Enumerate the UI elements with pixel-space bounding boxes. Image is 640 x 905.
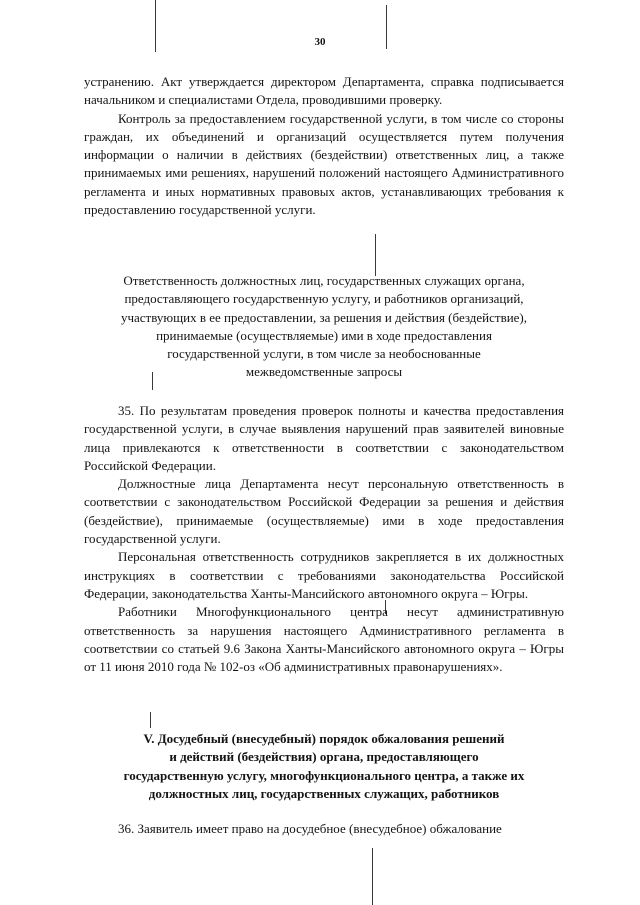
section-heading-line: принимаемые (осуществляемые) ими в ходе предоставления: [156, 327, 492, 343]
chapter-heading-line: должностных лиц, государственных служащих, работников: [148, 785, 500, 801]
text-block-top: [84, 73, 564, 219]
section-heading-line: Ответственность должностных лиц, государственных служащих органа,: [123, 273, 525, 288]
chapter-heading-line: государственную услугу, многофункционального центра, а также их: [123, 767, 525, 783]
chapter-heading-line: и действий (бездействия) органа, предоставляющего: [169, 749, 479, 765]
scan-line: [375, 234, 376, 276]
chapter-heading: [84, 730, 564, 803]
section-heading-line: государственной услуги, в том числе за необоснованные: [167, 346, 481, 362]
section-heading-line: предоставляющего государственную услугу, и работников организаций,: [124, 291, 524, 307]
paragraph: Работники Многофункционального центра несут административную ответственность за нарушения настоящего Административного регламента в соответствии со статьей 9.6 Закона Ханты-Мансийского автономного округа – Югры от 11 июня 2010 года № 102-оз «Об административных правонарушениях».: [84, 604, 564, 675]
page-number: 30: [314, 36, 326, 48]
chapter-heading-line: V. Досудебный (внесудебный) порядок обжалования решений: [143, 731, 505, 746]
paragraph: Персональная ответственность сотрудников закрепляется в их должностных инструкциях в соответствии с требованиями законодательства Российской Федерации, законодательства Ханты-Мансийского автономного округа – Югры.: [84, 549, 564, 601]
section-heading-line: участвующих в ее предоставлении, за решения и действия (бездействие),: [120, 309, 528, 325]
scan-line: [372, 848, 373, 905]
paragraph: Должностные лица Департамента несут персональную ответственность в соответствии с законодательством Российской Федерации за решения и действия (бездействие), принимаемые (осуществляемые) ими в ходе предоставления государственной услуги.: [84, 476, 564, 547]
paragraph: Контроль за предоставлением государственной услуги, в том числе со стороны граждан, их объединений и организаций осуществляется путем получения информации о наличии в действиях (бездействии) ответственных лиц, а также принимаемых ими решениях, нарушений положений настоящего Административного регламента и иных нормативных правовых актов, устанавливающих требования к предоставлению государственной услуги.: [84, 110, 564, 218]
section-heading: [84, 272, 564, 382]
text-block-middle: [84, 402, 564, 676]
paragraph: устранению. Акт утверждается директором Департамента, справка подписывается начальником и специалистами Отдела, проводившими проверку.: [84, 74, 564, 108]
text-block-bottom: [84, 820, 564, 838]
scan-line: [150, 712, 151, 728]
section-heading-line: межведомственные запросы: [245, 364, 403, 380]
paragraph: 36. Заявитель имеет право на досудебное (внесудебное) обжалование: [118, 821, 502, 836]
paragraph: 35. По результатам проведения проверок полноты и качества предоставления государственной услуги, в случае выявления нарушений прав заявителей виновные лица привлекаются к ответственности в соответствии с законодательством Российской Федерации.: [84, 403, 564, 473]
